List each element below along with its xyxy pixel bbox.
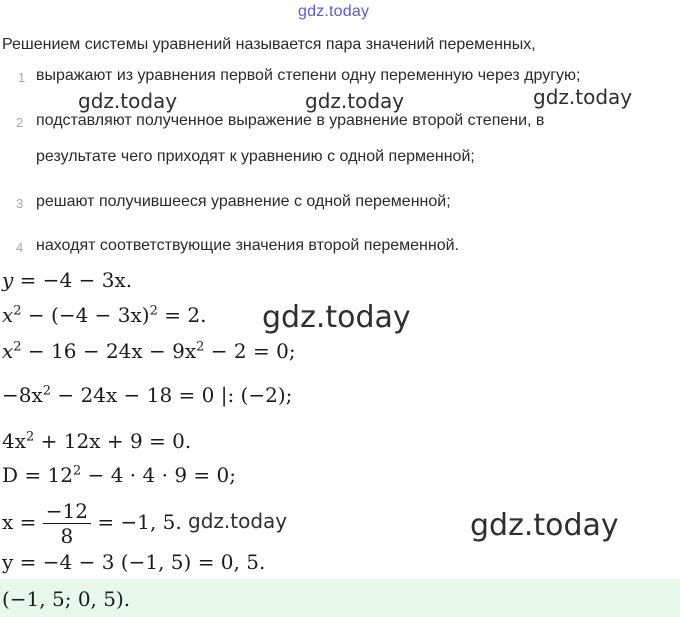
step-number-4: 4 [16, 240, 24, 255]
step-number-1: 1 [18, 70, 26, 85]
step-number-2: 2 [16, 115, 24, 130]
step-number-3: 3 [16, 196, 24, 211]
watermark: gdz.today [262, 300, 411, 335]
equation-expanded: $x^2 - 16 - 24x - 9x^2 - 2 = 0$; [2, 339, 296, 363]
intro-text: Решением системы уравнений называется пара значений переменных, [2, 36, 536, 53]
fraction-denominator: 8 [60, 524, 74, 548]
answer: (−1, 5; 0, 5). [2, 587, 131, 611]
equation-x-value: x = $\frac{-12}{8}$ = −1, 5. [2, 499, 182, 548]
equation-y-expressed: y = −4 − 3x. [2, 268, 133, 292]
step-text-4: находят соответствующие значения второй переменной. [36, 237, 460, 254]
step-text-2: подставляют полученное выражение в уравнение второй степени, в [36, 112, 545, 129]
watermark: gdz.today [188, 509, 288, 533]
fraction-numerator: −12 [43, 499, 91, 524]
equation-quadratic: $4x^2 + 12x + 9 = 0$. [2, 429, 192, 453]
watermark: gdz.today [78, 89, 178, 113]
equation-substitution: $x^2 - (-4 - 3x)^2 = 2$. [2, 303, 207, 327]
watermark: gdz.today [533, 85, 633, 109]
watermark: gdz.today [305, 89, 405, 113]
step-text-1: выражают из уравнения первой степени одну переменную через другую; [36, 67, 581, 84]
watermark: gdz.today [470, 508, 619, 543]
watermark-top: gdz.today [298, 3, 370, 20]
equation-y-value: y = −4 − 3 (−1, 5) = 0, 5. [2, 550, 266, 574]
equation-simplified: $-8x^2 - 24x - 18 = 0$ |: (−2); [2, 383, 293, 407]
fraction [43, 499, 91, 548]
equation-discriminant: $D = 12^2 - 4 \cdot 4 \cdot 9 = 0$; [2, 463, 236, 487]
step-text-3: решают получившееся уравнение с одной переменной; [36, 193, 451, 210]
step-text-2-continued: результате чего приходят к уравнению с одной перменной; [36, 148, 475, 165]
